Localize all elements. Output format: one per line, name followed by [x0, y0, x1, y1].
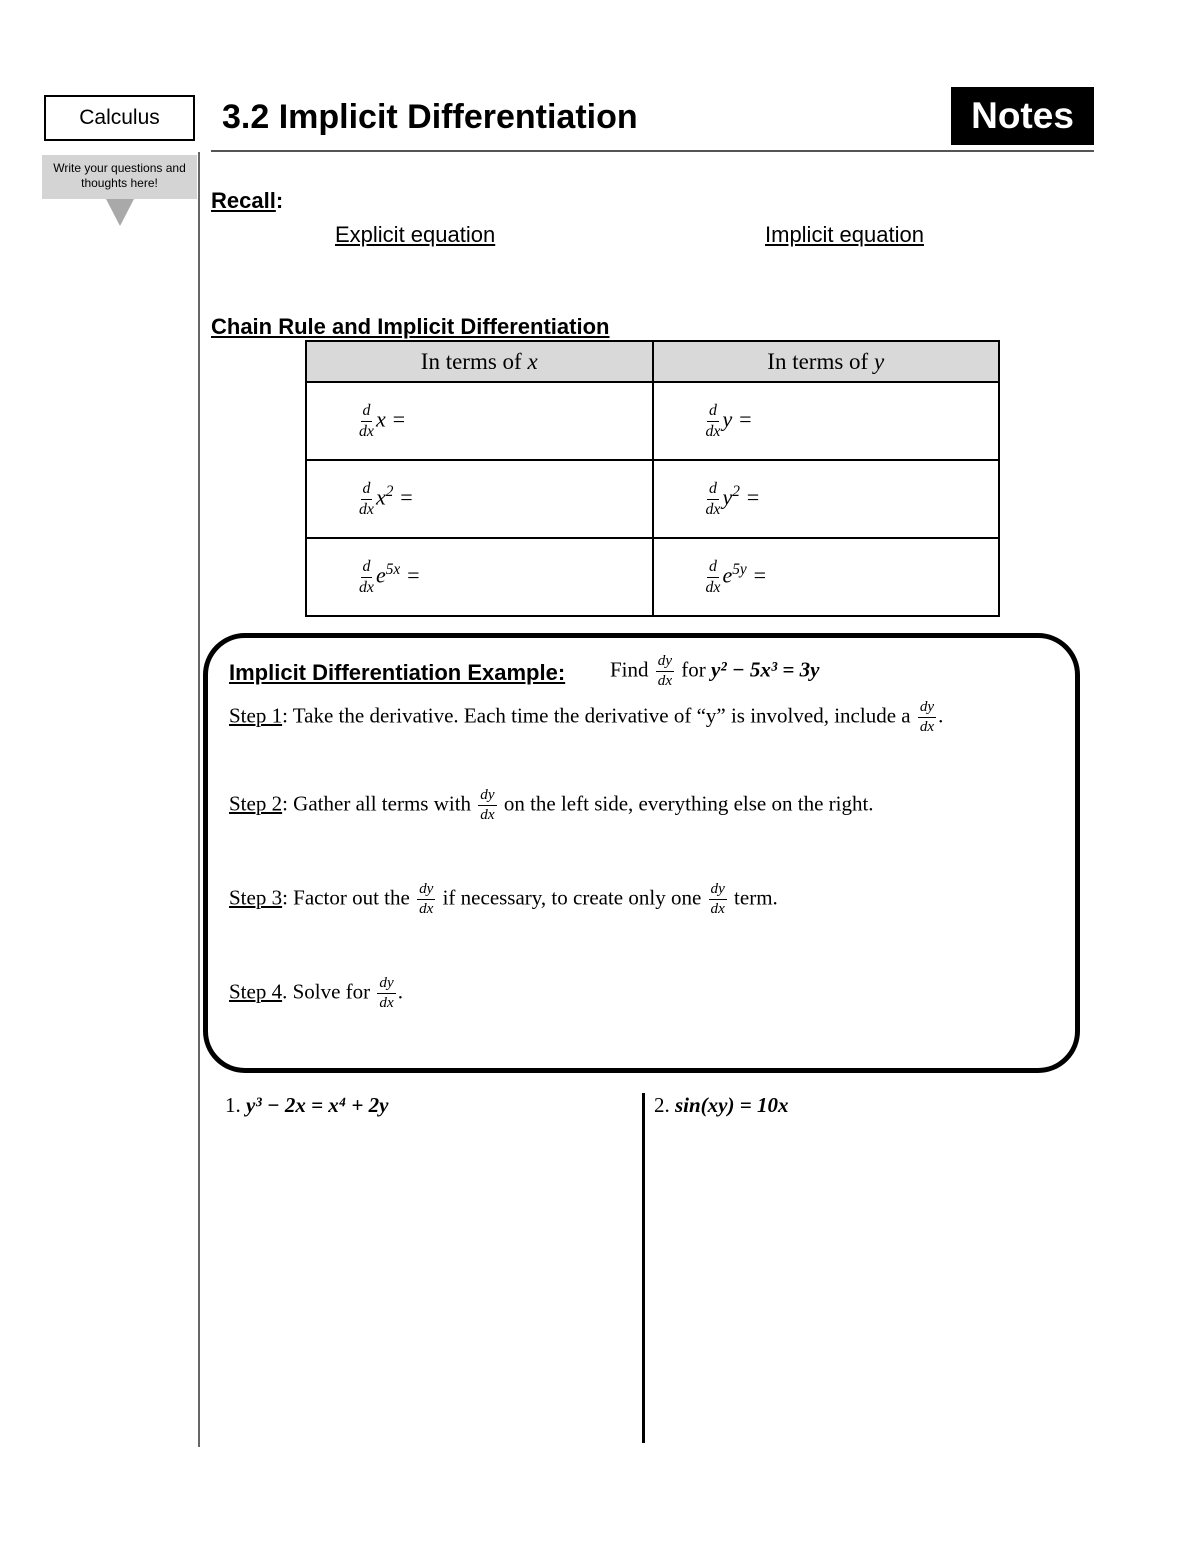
example-title: Implicit Differentiation Example:	[229, 660, 566, 685]
column-header-x: In terms of x	[306, 341, 653, 382]
header-divider	[211, 150, 1094, 152]
explicit-equation-label: Explicit equation	[335, 222, 496, 247]
notes-badge: Notes	[951, 87, 1094, 145]
course-label: Calculus	[44, 95, 195, 141]
down-arrow-icon	[106, 199, 134, 226]
problem-1: 1. y³ − 2x = x⁴ + 2y	[225, 1093, 389, 1117]
table-row	[306, 460, 999, 538]
table-row	[306, 538, 999, 616]
table-row	[306, 382, 999, 460]
cell-y: $\frac{d}{dx}$ $e^{5y}$ =	[653, 538, 1000, 616]
cell-y: $\frac{d}{dx}$ $y^2$ =	[653, 460, 1000, 538]
page-title: 3.2 Implicit Differentiation	[222, 98, 638, 136]
column-header-y: In terms of y	[653, 341, 1000, 382]
step-2: Step 2: Gather all terms with $\frac{dy}{dx}$ on the left side, everything else on the right.	[229, 787, 874, 824]
chain-rule-heading: Chain Rule and Implicit Differentiation	[211, 314, 610, 339]
cell-x: $\frac{d}{dx}$ $e^{5x}$ =	[306, 538, 653, 616]
step-1: Step 1: Take the derivative. Each time the derivative of “y” is involved, include a $\frac{dy}{dx}$ .	[229, 699, 944, 736]
table-header-row	[306, 341, 999, 382]
problem-column-divider	[642, 1093, 645, 1443]
step-4: Step 4. Solve for $\frac{dy}{dx}$ .	[229, 975, 403, 1012]
margin-hint: Write your questions and thoughts here!	[42, 155, 197, 199]
example-prompt: Find $\frac{dy}{dx}$ for y² − 5x³ = 3y	[610, 653, 820, 690]
margin-divider	[198, 152, 200, 1447]
cell-x: $\frac{d}{dx}$ x =	[306, 382, 653, 460]
cell-x: $\frac{d}{dx}$ $x^2$ =	[306, 460, 653, 538]
implicit-equation-label: Implicit equation	[765, 222, 924, 247]
derivative-table	[305, 340, 1000, 617]
problem-2: 2. sin(xy) = 10x	[654, 1093, 789, 1117]
cell-y: $\frac{d}{dx}$ y =	[653, 382, 1000, 460]
step-3: Step 3: Factor out the $\frac{dy}{dx}$ if necessary, to create only one $\frac{dy}{dx}$ term.	[229, 881, 778, 918]
recall-heading: Recall:	[211, 188, 284, 213]
